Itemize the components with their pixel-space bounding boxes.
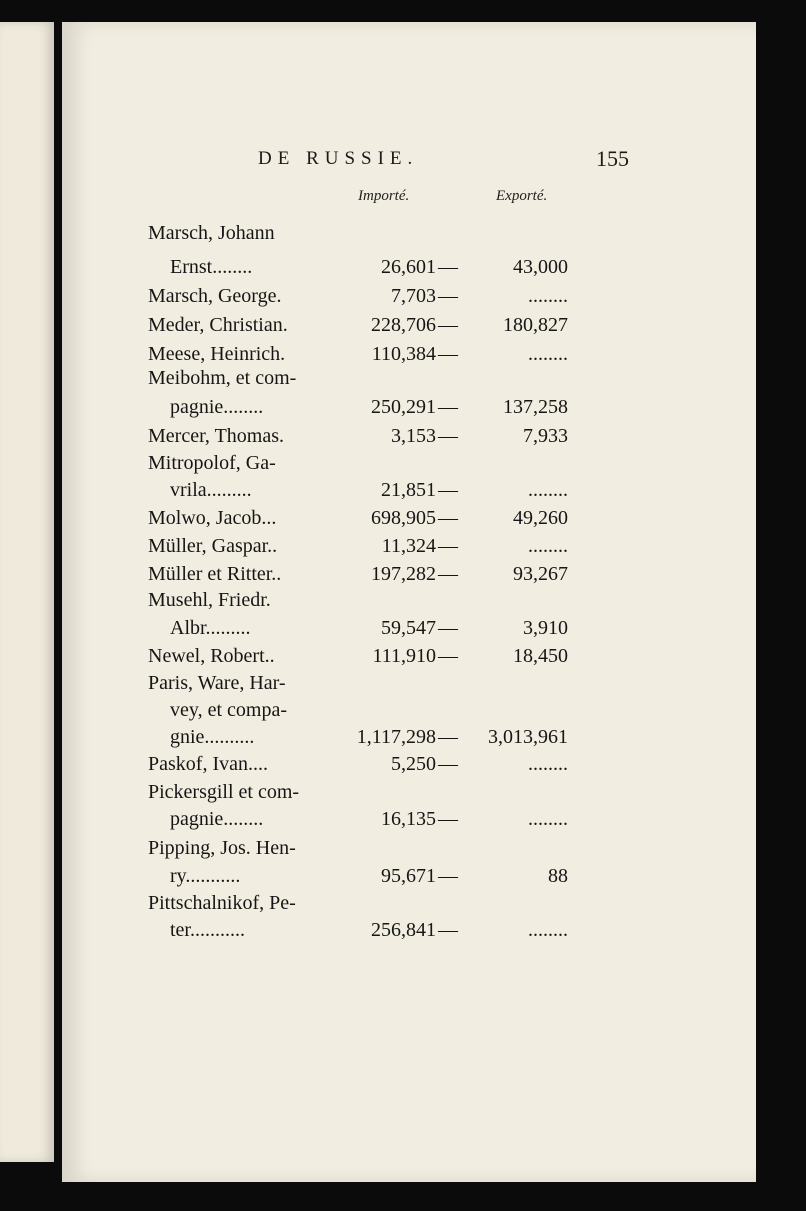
table-row <box>62 392 756 422</box>
table-row <box>62 363 756 393</box>
imported-value: 256,841 <box>371 919 436 941</box>
table-row <box>62 252 756 282</box>
merchant-name: Paskof, Ivan.... <box>148 753 268 775</box>
table-row <box>62 310 756 340</box>
dash: — <box>438 535 458 557</box>
table-row <box>62 475 756 505</box>
exported-value: ........ <box>528 479 568 501</box>
table-row <box>62 218 756 248</box>
dash: — <box>438 314 458 336</box>
dash: — <box>438 753 458 775</box>
imported-value: 7,703 <box>391 285 436 307</box>
table-row <box>62 503 756 533</box>
merchant-name: gnie.......... <box>170 726 255 748</box>
book-page <box>62 22 756 1182</box>
exported-value: ........ <box>528 753 568 775</box>
merchant-name: vrila......... <box>170 479 252 501</box>
exported-value: ........ <box>528 808 568 830</box>
table-row <box>62 722 756 752</box>
dash: — <box>438 726 458 748</box>
dash: — <box>438 919 458 941</box>
imported-value: 21,851 <box>381 479 436 501</box>
exported-value: 93,267 <box>513 563 568 585</box>
imported-value: 3,153 <box>391 425 436 447</box>
exported-value: 3,013,961 <box>488 726 568 748</box>
running-header: DE RUSSIE. <box>258 148 419 169</box>
imported-value: 228,706 <box>371 314 436 336</box>
merchant-name: Marsch, George. <box>148 285 282 307</box>
column-header-exported: Exporté. <box>496 188 548 204</box>
imported-value: 5,250 <box>391 753 436 775</box>
facing-page-edge <box>0 22 54 1162</box>
imported-value: 698,905 <box>371 507 436 529</box>
merchant-name: Müller et Ritter.. <box>148 563 282 585</box>
merchant-name: Pickersgill et com- <box>148 781 300 803</box>
merchant-name: Musehl, Friedr. <box>148 589 271 611</box>
dash: — <box>438 285 458 307</box>
table-row <box>62 421 756 451</box>
page-number: 155 <box>596 146 629 171</box>
merchant-name: Pipping, Jos. Hen- <box>148 837 296 859</box>
merchant-name: Paris, Ware, Har- <box>148 672 286 694</box>
table-row <box>62 833 756 863</box>
table-row <box>62 915 756 945</box>
exported-value: 7,933 <box>523 425 568 447</box>
table-row <box>62 668 756 698</box>
exported-value: ........ <box>528 535 568 557</box>
exported-value: 88 <box>548 865 568 887</box>
table-row <box>62 861 756 891</box>
merchant-name: Meibohm, et com- <box>148 367 297 389</box>
merchant-name: Albr......... <box>170 617 251 639</box>
imported-value: 59,547 <box>381 617 436 639</box>
merchant-name: Mitropolof, Ga- <box>148 452 276 474</box>
merchant-table <box>62 22 756 1182</box>
dash: — <box>438 425 458 447</box>
imported-value: 1,117,298 <box>356 726 436 748</box>
exported-value: 49,260 <box>513 507 568 529</box>
exported-value: 180,827 <box>503 314 568 336</box>
dash: — <box>438 563 458 585</box>
dash: — <box>438 343 458 365</box>
exported-value: 137,258 <box>503 396 568 418</box>
merchant-name: Marsch, Johann <box>148 222 275 244</box>
merchant-name: pagnie........ <box>170 396 264 418</box>
table-row <box>62 777 756 807</box>
merchant-name: ter........... <box>170 919 245 941</box>
table-row <box>62 585 756 615</box>
table-row <box>62 613 756 643</box>
imported-value: 11,324 <box>381 535 436 557</box>
imported-value: 16,135 <box>381 808 436 830</box>
merchant-name: Meder, Christian. <box>148 314 288 336</box>
merchant-name: ry........... <box>170 865 241 887</box>
table-row <box>62 695 756 725</box>
merchant-name: Molwo, Jacob... <box>148 507 277 529</box>
dash: — <box>438 396 458 418</box>
exported-value: 3,910 <box>523 617 568 639</box>
imported-value: 110,384 <box>371 343 436 365</box>
imported-value: 197,282 <box>371 563 436 585</box>
merchant-name: Pittschalnikof, Pe- <box>148 892 296 914</box>
imported-value: 26,601 <box>381 256 436 278</box>
dash: — <box>438 507 458 529</box>
merchant-name: Newel, Robert.. <box>148 645 275 667</box>
exported-value: 43,000 <box>513 256 568 278</box>
merchant-name: Müller, Gaspar.. <box>148 535 278 557</box>
dash: — <box>438 645 458 667</box>
table-row <box>62 888 756 918</box>
table-row <box>62 641 756 671</box>
exported-value: ........ <box>528 343 568 365</box>
dash: — <box>438 808 458 830</box>
dash: — <box>438 256 458 278</box>
imported-value: 95,671 <box>381 865 436 887</box>
dash: — <box>438 479 458 501</box>
dash: — <box>438 865 458 887</box>
table-row <box>62 749 756 779</box>
table-row <box>62 804 756 834</box>
merchant-name: Meese, Heinrich. <box>148 343 286 365</box>
merchant-name: vey, et compa- <box>170 699 287 721</box>
imported-value: 250,291 <box>371 396 436 418</box>
exported-value: ........ <box>528 285 568 307</box>
dash: — <box>438 617 458 639</box>
exported-value: 18,450 <box>513 645 568 667</box>
table-row <box>62 281 756 311</box>
column-header-imported: Importé. <box>358 188 410 204</box>
merchant-name: Mercer, Thomas. <box>148 425 285 447</box>
merchant-name: Ernst........ <box>170 256 253 278</box>
merchant-name: pagnie........ <box>170 808 264 830</box>
table-row <box>62 448 756 478</box>
imported-value: 111,910 <box>372 645 436 667</box>
exported-value: ........ <box>528 919 568 941</box>
table-row <box>62 531 756 561</box>
